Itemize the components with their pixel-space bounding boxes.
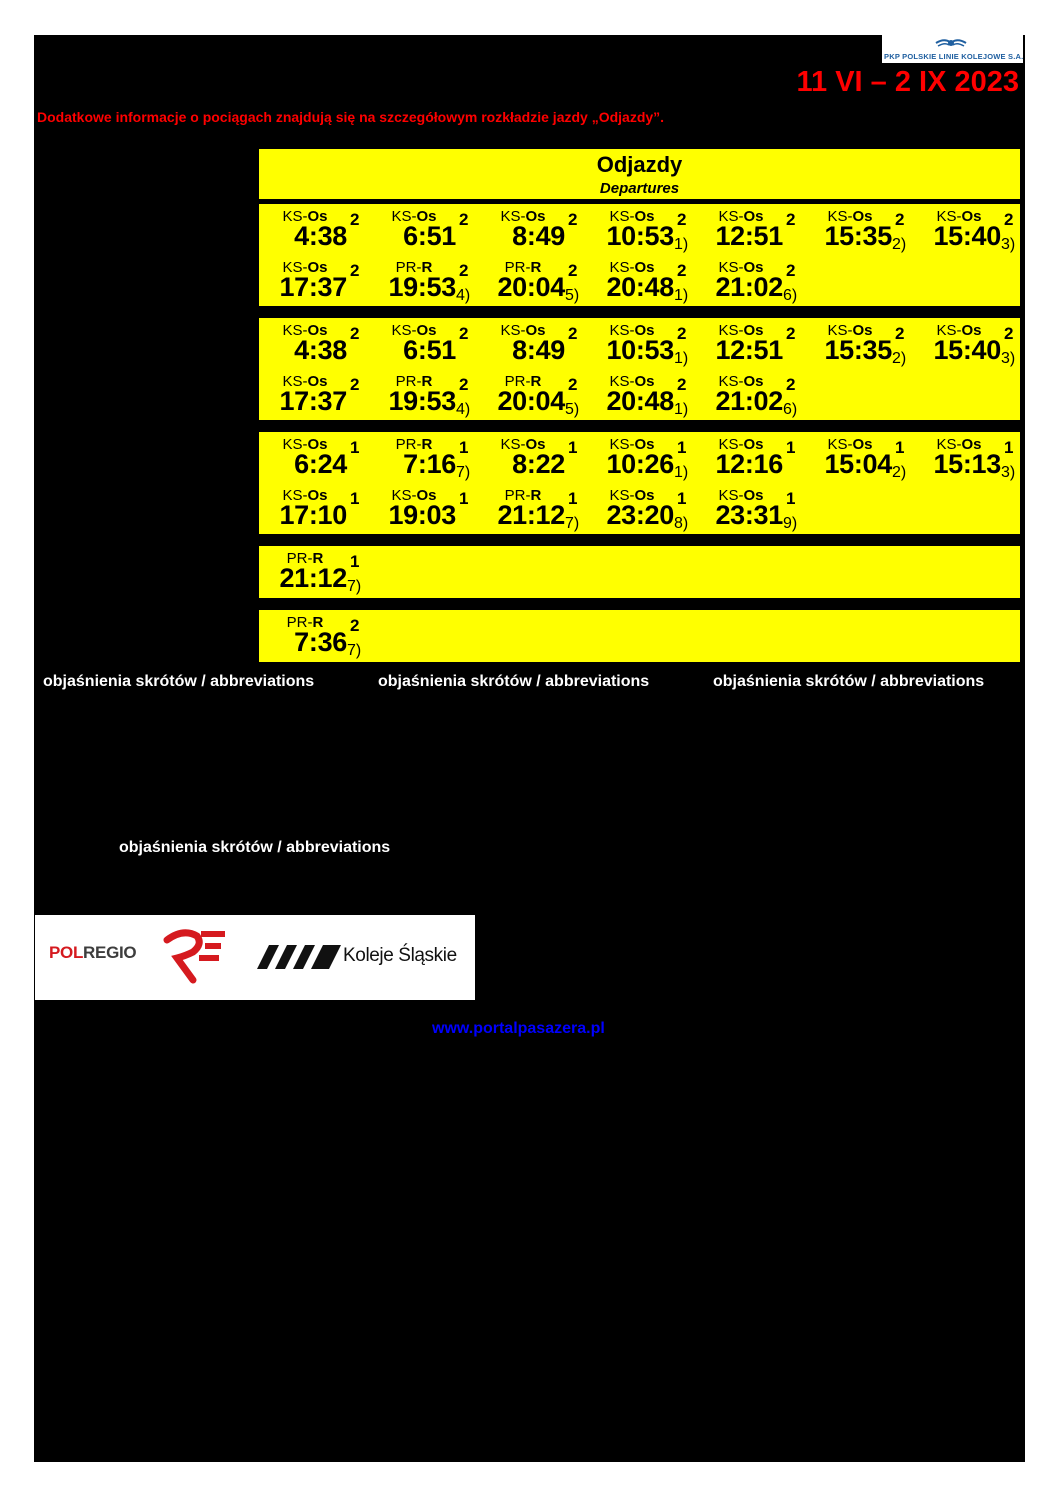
train-type: Os [634,208,655,225]
abbreviations-label-2: objaśnienia skrótów / abbreviations [378,673,650,690]
train-type: Os [307,259,328,276]
footnote-ref: 2) [892,464,907,481]
winged-wheel-icon [934,37,968,49]
departure-block [258,317,1021,421]
operator-code: KS- [282,322,308,339]
departure-entry [263,206,372,256]
departure-time: 8:49 [512,221,565,251]
travel-class: 1 [459,489,469,508]
operator-code: KS- [827,208,853,225]
departure-time: 8:22 [512,449,565,479]
operator-code: KS- [718,487,744,504]
departure-entry [372,320,481,370]
travel-class: 2 [1004,324,1014,343]
travel-class: 2 [350,375,360,394]
footnote-ref: 6) [783,287,798,304]
info-line: Dodatkowe informacje o pociągach znajdują się na szczegółowym rozkładzie jazdy „Odjazdy”. [37,109,665,125]
footnote-ref: 1) [674,464,689,481]
departure-entry [372,485,481,535]
departure-entry [590,206,699,256]
departure-time: 15:40 [933,221,1001,251]
departure-entry [481,257,590,307]
departure-time: 4:38 [294,335,347,365]
travel-class: 2 [677,210,687,229]
train-type: Os [743,322,764,339]
operator-code: KS- [609,373,635,390]
train-type: Os [743,436,764,453]
travel-class: 1 [895,438,905,457]
departure-time: 12:51 [715,221,783,251]
departure-time: 20:04 [497,386,565,416]
travel-class: 2 [568,375,578,394]
polregio-logo-part-b: REGIO [83,943,137,962]
departure-time: 8:49 [512,335,565,365]
departure-entry [808,320,917,370]
train-type: Os [307,322,328,339]
travel-class: 2 [459,324,469,343]
travel-class: 1 [568,438,578,457]
departure-time: 15:35 [824,335,892,365]
travel-class: 1 [350,489,360,508]
departure-time: 20:48 [606,386,674,416]
train-type: R [312,614,324,631]
train-type: Os [634,487,655,504]
departure-entry [481,485,590,535]
operator-code: PR- [286,550,313,567]
footnote-ref: 1) [674,287,689,304]
departure-entry [263,371,372,421]
operator-code: KS- [718,373,744,390]
operator-code: KS- [391,487,417,504]
train-type: Os [852,322,873,339]
departure-time: 7:16 [403,449,456,479]
operator-code: KS- [718,322,744,339]
departure-entry [917,320,1026,370]
departure-entry [699,320,808,370]
departure-time: 15:40 [933,335,1001,365]
footnote-ref: 9) [783,515,798,532]
train-type: Os [416,322,437,339]
footnote-ref: 5) [565,401,580,418]
operator-code: KS- [391,322,417,339]
travel-class: 2 [786,375,796,394]
footnote-ref: 5) [565,287,580,304]
train-type: Os [743,208,764,225]
departure-time: 10:53 [606,335,674,365]
footnote-ref: 4) [456,401,471,418]
operator-code: KS- [282,436,308,453]
departure-entry [372,434,481,484]
footnote-ref: 7) [456,464,471,481]
departure-time: 21:12 [497,500,565,530]
travel-class: 1 [677,489,687,508]
train-type: R [530,259,542,276]
operator-code: KS- [282,487,308,504]
train-type: Os [961,322,982,339]
departure-time: 6:51 [403,335,456,365]
departure-time: 21:02 [715,386,783,416]
departure-time: 19:53 [388,386,456,416]
operator-code: PR- [504,487,531,504]
travel-class: 1 [459,438,469,457]
footnote-ref: 1) [674,401,689,418]
pkp-plk-logo [882,35,1023,63]
travel-class: 2 [568,261,578,280]
departure-entry [917,206,1026,256]
carrier-logos [35,915,475,1000]
train-type: R [421,259,433,276]
departure-block [258,609,1021,663]
departure-block [258,545,1021,599]
departure-time: 19:53 [388,272,456,302]
departure-time: 15:13 [933,449,1001,479]
operator-code: KS- [282,208,308,225]
travel-class: 1 [677,438,687,457]
footnote-ref: 3) [1001,464,1016,481]
header-subtitle: Departures [599,180,680,197]
footnote-ref: 4) [456,287,471,304]
operator-code: KS- [936,436,962,453]
departure-time: 20:04 [497,272,565,302]
travel-class: 2 [677,324,687,343]
operator-code: KS- [500,436,526,453]
abbreviations-label-3: objaśnienia skrótów / abbreviations [713,673,985,690]
train-type: Os [852,436,873,453]
departure-entry [699,485,808,535]
departure-entry [372,371,481,421]
departure-time: 17:10 [279,500,347,530]
train-type: Os [525,436,546,453]
operator-code: KS- [500,208,526,225]
departure-entry [481,371,590,421]
train-type: Os [525,208,546,225]
koleje-slaskie-logo-text: Koleje Śląskie [343,945,457,966]
train-type: Os [743,487,764,504]
departure-entry [263,548,372,598]
departure-entry [699,257,808,307]
operator-code: KS- [718,436,744,453]
train-type: Os [416,487,437,504]
departure-block [258,203,1021,307]
operator-code: KS- [936,208,962,225]
koleje-slaskie-mark-icon [257,945,341,969]
train-type: Os [525,322,546,339]
operator-code: KS- [936,322,962,339]
departure-time: 6:24 [294,449,347,479]
polregio-mark-icon [163,928,227,986]
departure-entry [590,257,699,307]
travel-class: 2 [786,261,796,280]
departure-time: 21:12 [279,563,347,593]
departure-entry [263,257,372,307]
departure-entry [590,320,699,370]
travel-class: 2 [786,324,796,343]
footnote-ref: 1) [674,350,689,367]
departure-time: 23:31 [715,500,783,530]
footnote-ref: 7) [347,642,362,659]
departure-time: 15:04 [824,449,892,479]
train-type: Os [961,436,982,453]
departure-entry [372,257,481,307]
polregio-logo-part-a: POL [49,943,84,962]
travel-class: 2 [677,261,687,280]
polregio-logo [49,943,136,963]
travel-class: 2 [568,210,578,229]
departure-time: 19:03 [388,500,456,530]
train-type: Os [307,208,328,225]
abbreviations-label-1: objaśnienia skrótów / abbreviations [43,673,315,690]
footnote-ref: 7) [347,578,362,595]
departure-entry [372,206,481,256]
travel-class: 2 [459,375,469,394]
travel-class: 2 [786,210,796,229]
footnote-ref: 6) [783,401,798,418]
travel-class: 2 [895,210,905,229]
train-type: R [530,487,542,504]
departure-entry [590,371,699,421]
travel-class: 1 [786,489,796,508]
travel-class: 2 [568,324,578,343]
departure-entry [699,206,808,256]
train-type: Os [961,208,982,225]
footnote-ref: 3) [1001,350,1016,367]
validity-period: 11 VI – 2 IX 2023 [796,66,1019,98]
train-type: Os [634,373,655,390]
departure-time: 6:51 [403,221,456,251]
departure-time: 20:48 [606,272,674,302]
departure-entry [917,434,1026,484]
departure-entry [263,612,372,662]
train-type: Os [416,208,437,225]
travel-class: 2 [350,324,360,343]
operator-code: KS- [827,322,853,339]
abbreviations-label-4: objaśnienia skrótów / abbreviations [119,839,391,856]
travel-class: 2 [677,375,687,394]
operator-code: PR- [504,373,531,390]
train-type: R [421,436,433,453]
travel-class: 2 [350,210,360,229]
departure-time: 15:35 [824,221,892,251]
departure-entry [263,434,372,484]
departure-time: 12:51 [715,335,783,365]
departure-entry [590,434,699,484]
operator-code: KS- [609,436,635,453]
departure-block [258,431,1021,535]
train-type: Os [307,436,328,453]
website-link[interactable]: www.portalpasazera.pl [432,1020,605,1037]
departure-entry [263,485,372,535]
travel-class: 2 [350,616,360,635]
train-type: Os [743,373,764,390]
travel-class: 1 [786,438,796,457]
operator-code: KS- [500,322,526,339]
train-type: Os [307,373,328,390]
operator-code: KS- [609,487,635,504]
operator-code: KS- [609,259,635,276]
departure-entry [590,485,699,535]
train-type: Os [634,322,655,339]
operator-code: KS- [391,208,417,225]
travel-class: 2 [459,210,469,229]
departure-entry [808,434,917,484]
departures-header [258,148,1021,200]
operator-code: KS- [827,436,853,453]
travel-class: 1 [350,552,360,571]
footnote-ref: 1) [674,236,689,253]
operator-code: KS- [718,259,744,276]
train-type: Os [743,259,764,276]
train-type: Os [634,436,655,453]
header-title: Odjazdy [596,152,683,177]
operator-code: PR- [504,259,531,276]
travel-class: 2 [350,261,360,280]
travel-class: 1 [568,489,578,508]
departure-entry [481,434,590,484]
footnote-ref: 3) [1001,236,1016,253]
travel-class: 1 [350,438,360,457]
operator-code: PR- [395,373,422,390]
footnote-ref: 2) [892,236,907,253]
operator-code: KS- [718,208,744,225]
travel-class: 2 [1004,210,1014,229]
train-type: R [421,373,433,390]
departure-time: 12:16 [715,449,783,479]
departure-entry [699,434,808,484]
operator-code: KS- [282,373,308,390]
departure-entry [481,206,590,256]
departure-entry [699,371,808,421]
footnote-ref: 7) [565,515,580,532]
footnote-ref: 8) [674,515,689,532]
travel-class: 2 [895,324,905,343]
operator-code: KS- [282,259,308,276]
train-type: Os [852,208,873,225]
departure-entry [263,320,372,370]
train-type: R [312,550,324,567]
footnote-ref: 2) [892,350,907,367]
departure-time: 4:38 [294,221,347,251]
departure-time: 23:20 [606,500,674,530]
travel-class: 2 [459,261,469,280]
travel-class: 1 [1004,438,1014,457]
train-type: R [530,373,542,390]
departure-time: 10:53 [606,221,674,251]
train-type: Os [307,487,328,504]
operator-code: KS- [609,322,635,339]
operator-code: PR- [395,259,422,276]
pkp-logo-text: PKP POLSKIE LINIE KOLEJOWE S.A. [884,52,1024,61]
departure-time: 17:37 [279,386,347,416]
departure-entry [808,206,917,256]
operator-code: PR- [395,436,422,453]
train-type: Os [634,259,655,276]
departure-time: 17:37 [279,272,347,302]
departure-time: 21:02 [715,272,783,302]
departure-time: 10:26 [606,449,674,479]
operator-code: PR- [286,614,313,631]
departure-time: 7:36 [294,627,347,657]
operator-code: KS- [609,208,635,225]
departure-entry [481,320,590,370]
